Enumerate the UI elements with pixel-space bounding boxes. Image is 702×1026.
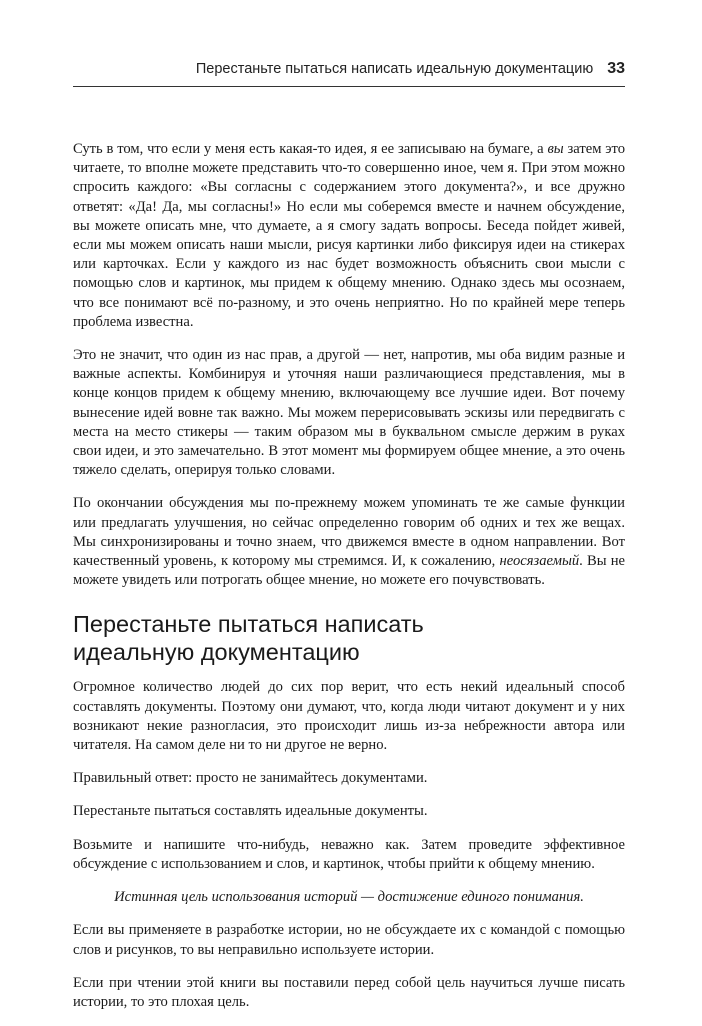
paragraph-text: затем это читаете, то вполне можете представить что-то совершенно иное, чем я. При этом можно спросить каждого: «Вы согласны с содержанием этого документа?», и все дружно ответят: «Да! Да, мы согласны!» Но если мы соберемся вместе и начнем обсуждение, вы можете описать мне, что думаете, а я смогу задать вопросы. Беседа пойдет живей, если мы можем описать наши мысли, рисуя картинки либо фиксируя идеи на стикерах или карточках. Если у каждого из нас будет возможность объяснить свои мысли с помощью слов и картинок, мы придем к общему мнению. Однако здесь мы осознаем, что все понимают всё по-разному, и это очень неприятно. Но по крайней мере теперь проблема известна.: [73, 141, 625, 330]
paragraph: Огромное количество людей до сих пор верит, что есть некий идеальный способ составлять документы. Поэтому они думают, что, когда люди читают документ и у них возникают некие разногласия, это происходит лишь из-за небрежности автора или читателя. На самом деле ни то ни другое не верно.: [73, 679, 625, 754]
paragraph: Это не значит, что один из нас прав, а другой — нет, напротив, мы оба видим разные и важные аспекты. Комбинируя и уточняя наши различающиеся представления, мы в конце концов придем к общему мнению, включающему все лучшие идеи. Вот почему вынесение идей вовне так важно. Мы можем перерисовывать эскизы или передвигать с места на место стикеры — таким образом мы в буквальном смысле держим в руках свои идеи, и это замечательно. В этот момент мы формируем общее мнение, а это очень тяжело сделать, оперируя только словами.: [73, 347, 625, 479]
italic-text: вы: [547, 141, 564, 157]
paragraph: [73, 140, 625, 332]
section-heading-line: Перестаньте пытаться написать: [73, 611, 424, 638]
paragraph-text: . Вы не можете увидеть или потрогать общее мнение, но можете его почувствовать.: [73, 553, 625, 589]
paragraph: Правильный ответ: просто не занимайтесь документами.: [73, 770, 428, 787]
book-page: [73, 60, 625, 1026]
paragraph: [73, 494, 625, 590]
paragraph-text: Суть в том, что если у меня есть какая-то идея, я ее записываю на бумаге, а: [73, 141, 548, 157]
section-heading: [73, 610, 625, 666]
page-number: 33: [607, 60, 625, 77]
paragraph: Если вы применяете в разработке истории, но не обсуждаете их с командой с помощью слов и рисунков, то вы неправильно используете истории.: [73, 922, 625, 958]
paragraph: Возьмите и напишите что-нибудь, неважно как. Затем проведите эффективное обсуждение с использованием и слов, и картинок, чтобы прийти к общему мнению.: [73, 836, 625, 872]
paragraph: Если при чтении этой книги вы поставили перед собой цель научиться лучше писать истории, то это плохая цель.: [73, 974, 625, 1010]
emphasis-statement: Истинная цель использования историй — достижение единого понимания.: [114, 889, 584, 906]
paragraph-text: По окончании обсуждения мы по-прежнему можем упоминать те же самые функции или предлагать улучшения, но сейчас определенно говорим об одних и тех же вещах. Мы синхронизированы и точно знаем, что движемся вместе в одном направлении. Вот качественный уровень, к которому мы стремимся. И, к сожалению,: [73, 495, 625, 570]
section-heading-line: идеальную документацию: [73, 639, 360, 666]
italic-text: неосязаемый: [499, 553, 580, 570]
running-head-title: Перестаньте пытаться написать идеальную документацию: [195, 61, 594, 77]
paragraph: Перестаньте пытаться составлять идеальные документы.: [73, 803, 428, 820]
running-head: [73, 60, 625, 87]
